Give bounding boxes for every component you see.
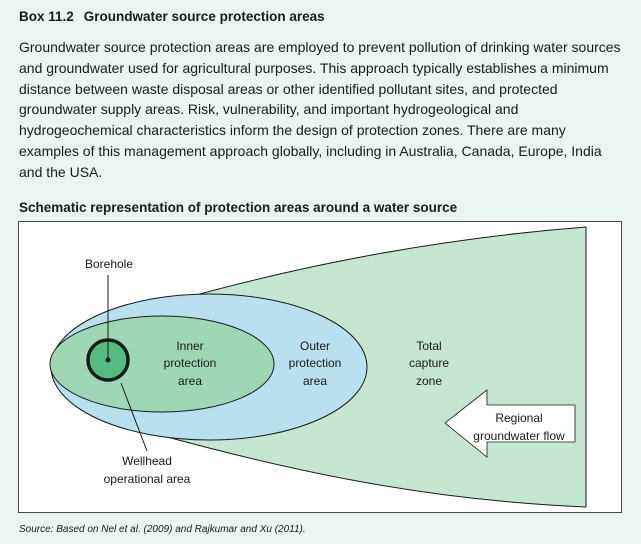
inner-area-label-line1: Inner (176, 339, 204, 353)
outer-area-label-line2: protection (288, 356, 342, 370)
inner-protection-area-shape (50, 316, 274, 412)
protection-areas-diagram (18, 221, 622, 513)
borehole-label: Borehole (84, 257, 134, 271)
capture-zone-label-line2: capture (408, 356, 450, 370)
outer-area-label-line1: Outer (299, 339, 331, 353)
inner-area-label-line3: area (177, 374, 203, 388)
box-number: Box 11.2 (19, 9, 74, 24)
box-body (19, 37, 623, 183)
outer-area-label-line3: area (302, 374, 328, 388)
wellhead-label-line1: Wellhead (122, 454, 172, 468)
source-note: Source: Based on Nel et al. (2009) and Rajkumar and Xu (2011). (19, 524, 306, 535)
wellhead-label-line2: operational area (103, 472, 191, 486)
flow-label-line1: Regional (495, 411, 543, 425)
protection-areas-schematic (19, 222, 621, 512)
box-title (19, 9, 325, 24)
flow-label-line2: groundwater flow (473, 429, 565, 443)
borehole-dot (106, 358, 111, 363)
capture-zone-label-line1: Total (416, 339, 442, 353)
inner-area-label-line2: protection (163, 356, 217, 370)
figure-title: Schematic representation of protection areas around a water source (19, 200, 458, 215)
box-paragraph: Groundwater source protection areas are employed to prevent pollution of drinking water sources and groundwater used for agricultural purposes. This approach typically establishes a minimum distance between waste disposal areas or other identified pollutant sites, and protected groundwater supply areas. Risk, vulnerability, and important hydrogeological and hydrogeochemical characteristics inform the design of protection zones. There are many examples of this management approach globally, including in Australia, Canada, Europe, India and the USA. (19, 39, 621, 180)
capture-zone-label-line3: zone (415, 374, 443, 388)
box-heading: Groundwater source protection areas (83, 9, 325, 24)
